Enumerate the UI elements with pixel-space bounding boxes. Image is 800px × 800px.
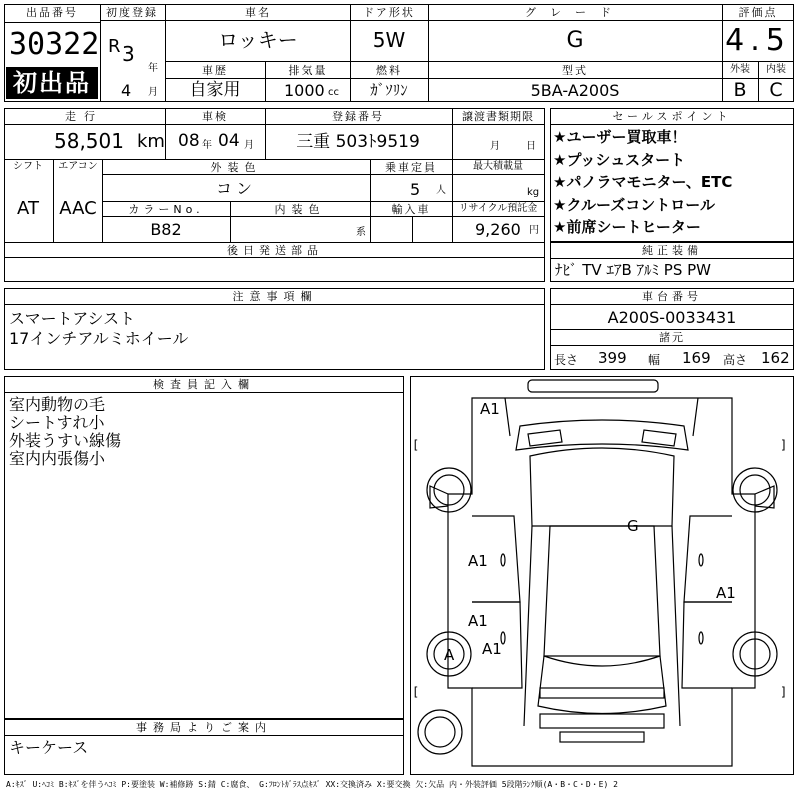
damage-mark-left-rear-wheel: A (444, 646, 455, 664)
equipment-value: ﾅﾋﾞ TV ｴｱB ｱﾙﾐ PS PW (555, 261, 711, 279)
interior-color-unit: 系 (356, 227, 366, 238)
inspector-line: 外装うすい線傷 (9, 431, 122, 450)
history-label: 車歴 (202, 64, 228, 77)
sales-points-label: セールスポイント (612, 110, 732, 123)
displacement-value: 1000 (284, 81, 325, 100)
interior-color-label: 内装色 (274, 203, 326, 216)
width-value: 169 (682, 349, 711, 367)
door-type: 5W (372, 28, 406, 52)
aircon-label: エアコン (58, 161, 98, 172)
sales-point: ★前席シートヒーター (553, 218, 701, 236)
inspection-label: 車検 (202, 110, 228, 123)
inspection-month: 04 (218, 131, 240, 151)
mileage-unit: km (137, 131, 165, 152)
exterior-grade-label: 外装 (730, 64, 750, 75)
damage-mark-roof: G (627, 517, 639, 535)
capacity-unit: 人 (436, 185, 446, 196)
model-label: 型式 (562, 64, 588, 77)
lot-number-label: 出品番号 (26, 6, 78, 19)
damage-mark-hood: A1 (480, 400, 500, 418)
grade-value: G (566, 28, 584, 53)
score-value: 4.5 (725, 23, 791, 58)
office-notice-label: 事務局よりご案内 (136, 721, 272, 734)
max-load-unit: kg (527, 187, 540, 198)
sales-point: ★パノラマモニター、ETC (553, 173, 733, 191)
registration-number: 三重 503ﾄ9519 (296, 132, 420, 152)
exterior-grade: B (733, 79, 747, 101)
svg-text:[: [ (412, 685, 420, 699)
chassis-number-label: 車台番号 (642, 290, 702, 303)
length-label: 長さ (554, 353, 579, 367)
sales-points-list (553, 130, 732, 243)
sales-point: ★クルーズコントロール (553, 195, 715, 214)
color-number: B82 (150, 220, 182, 239)
recycle-value: 9,260 (475, 220, 521, 239)
recycle-label: リサイクル預託金 (458, 203, 538, 214)
model-value: 5BA-A200S (530, 81, 620, 100)
inspection-month-unit: 月 (244, 140, 254, 151)
width-label: 幅 (648, 353, 661, 367)
damage-legend: A:ｷｽﾞ U:ﾍｺﾐ B:ｷｽﾞを伴うﾍｺﾐ P:要塗装 W:補修跡 S:錆 C:腐食、 G:ﾌﾛﾝﾄｶﾞﾗｽ点ｷｽﾞ XX:交換済み X:要交換 欠:欠品 内・外装評価 5段階ﾗﾝｸ順(A・B・C・D・E) 2 (6, 780, 618, 789)
sales-point: ★プッシュスタート (553, 150, 686, 169)
fuel-value: ｶﾞｿﾘﾝ (370, 81, 408, 99)
first-listing-badge: 初出品 (6, 67, 98, 99)
office-notice-value: キーケース (9, 738, 89, 757)
transfer-month: 月 (490, 141, 500, 152)
transfer-deadline-label: 譲渡書類期限 (462, 110, 534, 123)
shift-value: AT (17, 198, 39, 219)
interior-grade-label: 内装 (766, 64, 786, 75)
length-value: 399 (598, 349, 627, 367)
exterior-color-label: 外装色 (210, 161, 262, 174)
aircon-value: AAC (59, 198, 97, 219)
lot-number: 30322 (9, 27, 100, 62)
month-unit: 月 (148, 87, 158, 98)
svg-text:]: ] (780, 438, 788, 452)
notes-line: 17インチアルミホイール (9, 329, 189, 348)
damage-mark-left-rear-fender: A1 (482, 640, 502, 658)
equipment-label: 純正装備 (642, 244, 702, 257)
fuel-label: 燃料 (376, 64, 402, 77)
recycle-unit: 円 (529, 225, 539, 236)
inspection-year: 08 (178, 131, 200, 151)
interior-grade: C (769, 79, 783, 101)
first-registration-label: 初度登録 (106, 6, 158, 19)
car-damage-diagram (410, 376, 794, 775)
door-type-label: ドア形状 (363, 6, 415, 19)
notes-line: スマートアシスト (9, 309, 136, 328)
inspector-line: 室内内張傷小 (9, 449, 106, 468)
reg-month: 4 (121, 81, 132, 100)
mileage-value: 58,501 (54, 129, 124, 153)
year-unit: 年 (148, 63, 158, 74)
height-label: 高さ (723, 353, 748, 367)
shift-label: シフト (13, 161, 43, 172)
reg-year: 3 (122, 42, 135, 66)
capacity-label: 乗車定員 (385, 161, 437, 174)
color-number-label: カラーNo. (128, 203, 204, 216)
damage-mark-right-rear-door: A1 (716, 584, 736, 602)
later-parts-label: 後日発送部品 (227, 244, 323, 257)
svg-text:]: ] (780, 685, 788, 699)
registration-number-label: 登録番号 (332, 110, 384, 123)
chassis-number: A200S-0033431 (607, 308, 737, 327)
mileage-label: 走行 (65, 110, 103, 123)
exterior-color: コン (215, 179, 257, 198)
max-load-label: 最大積載量 (473, 161, 523, 172)
inspector-line: 室内動物の毛 (9, 395, 106, 414)
svg-text:[: [ (412, 438, 420, 452)
score-label: 評価点 (738, 6, 778, 19)
import-label: 輸入車 (391, 203, 431, 216)
car-name-label: 車名 (245, 6, 271, 19)
grade-label: グレード (525, 6, 625, 19)
specs-label: 諸元 (659, 331, 685, 344)
displacement-unit: cc (328, 87, 339, 98)
car-name: ロッキー (218, 28, 298, 52)
history-value: 自家用 (189, 80, 241, 100)
displacement-label: 排気量 (288, 64, 328, 77)
reg-era: R (108, 36, 121, 57)
damage-mark-left-front-door: A1 (468, 552, 488, 570)
transfer-day: 日 (526, 141, 536, 152)
notes-label: 注意事項欄 (232, 290, 318, 303)
inspector-line: シートすれ小 (9, 413, 105, 432)
sales-point: ★ユーザー買取車！ (553, 128, 687, 146)
inspector-label: 検査員記入欄 (153, 378, 255, 391)
height-value: 162 (761, 349, 790, 367)
inspection-year-unit: 年 (202, 140, 212, 151)
capacity-value: 5 (410, 180, 421, 199)
damage-mark-left-rear-door: A1 (468, 612, 488, 630)
